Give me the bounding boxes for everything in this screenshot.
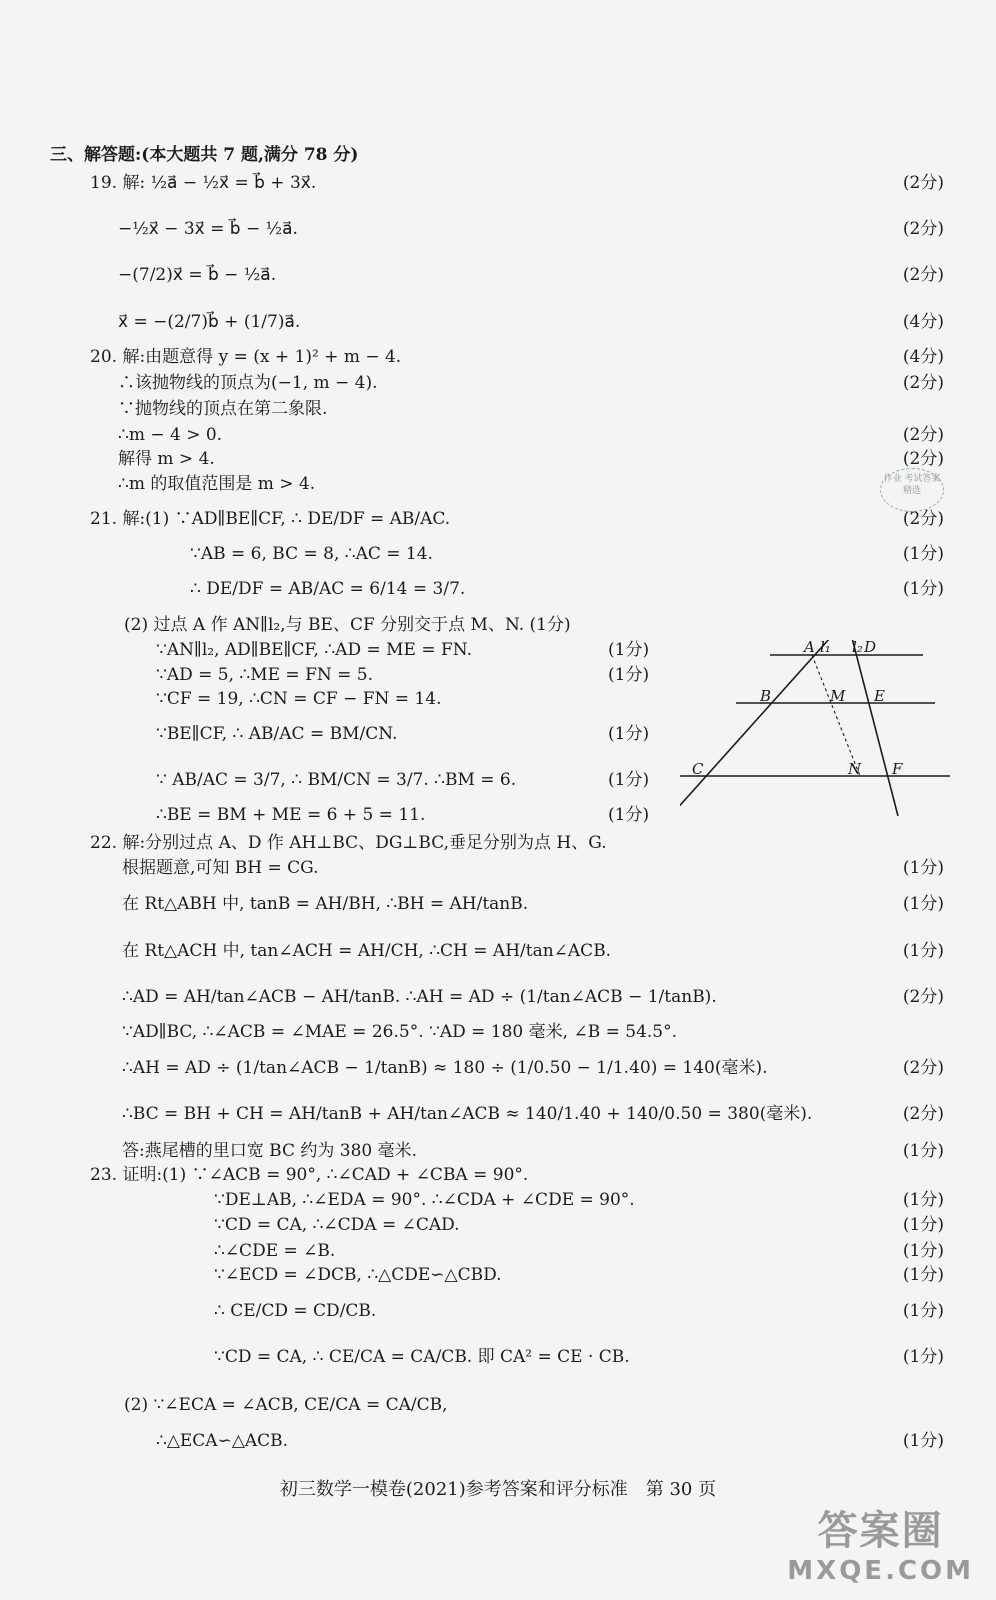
- q21-score-1: (2分): [902, 509, 944, 529]
- watermark-top: 答案圈: [817, 1508, 944, 1554]
- q23-line-9: ∴△ECA∽△ACB.: [156, 1431, 289, 1451]
- q19-score-4: (4分): [902, 312, 944, 332]
- q21-score-8: (1分): [608, 724, 650, 744]
- q20-score-5: (2分): [902, 449, 944, 469]
- q19-line-3: −(7/2)x⃗ = b⃗ − ½a⃗.: [118, 265, 277, 285]
- q23-line-8: (2) ∵∠ECA = ∠ACB, CE/CA = CA/CB,: [124, 1395, 448, 1415]
- q23-line-5: ∵∠ECD = ∠DCB, ∴△CDE∽△CBD.: [214, 1265, 502, 1285]
- q21-score-9: (1分): [608, 770, 650, 790]
- watermark-bottom: MXQE.COM: [787, 1556, 974, 1586]
- q22-score-3: (1分): [902, 894, 944, 914]
- q22-line-2: 根据题意,可知 BH = CG.: [122, 858, 319, 878]
- q22-score-7: (2分): [902, 1058, 944, 1078]
- label-l2: l₂: [852, 640, 863, 656]
- q22-line-8: ∴BC = BH + CH = AH/tanB + AH/tan∠ACB ≈ 140/1.40 + 140/0.50 = 380(毫米).: [122, 1104, 813, 1124]
- q23-score-7: (1分): [902, 1347, 944, 1367]
- q19-line-4: x⃗ = −(2/7)b⃗ + (1/7)a⃗.: [118, 312, 301, 332]
- q23-line-7: ∵CD = CA, ∴ CE/CA = CA/CB. 即 CA² = CE · CB.: [214, 1347, 630, 1367]
- q22-line-6: ∵AD∥BC, ∴∠ACB = ∠MAE = 26.5°. ∵AD = 180 毫米, ∠B = 54.5°.: [122, 1022, 678, 1042]
- q22-line-5: ∴AD = AH/tan∠ACB − AH/tanB. ∴AH = AD ÷ (1/tan∠ACB − 1/tanB).: [122, 987, 717, 1007]
- line-l1: [680, 640, 830, 812]
- q22-score-2: (1分): [902, 858, 944, 878]
- q21-score-6: (1分): [608, 665, 650, 685]
- q23-line-4: ∴∠CDE = ∠B.: [214, 1241, 336, 1261]
- q23-line-1: 23. 证明:(1) ∵∠ACB = 90°, ∴∠CAD + ∠CBA = 90°.: [90, 1165, 529, 1185]
- q19-score-3: (2分): [902, 265, 944, 285]
- label-l1: l₁: [820, 640, 831, 656]
- label-d: D: [864, 640, 877, 656]
- q21-line-10: ∴BE = BM + ME = 6 + 5 = 11.: [156, 805, 426, 825]
- label-n: N: [848, 760, 862, 778]
- q22-score-5: (2分): [902, 987, 944, 1007]
- q22-score-4: (1分): [902, 941, 944, 961]
- watermark-logo: [787, 1499, 974, 1586]
- q21-score-3: (1分): [902, 579, 944, 599]
- q20-line-3: ∵抛物线的顶点在第二象限.: [118, 399, 328, 419]
- parallel-lines-figure: [680, 640, 950, 820]
- q21-line-6: ∵AD = 5, ∴ME = FN = 5.: [156, 665, 374, 685]
- q22-score-9: (1分): [902, 1141, 944, 1161]
- q23-score-3: (1分): [902, 1215, 944, 1235]
- q21-line-7: ∵CF = 19, ∴CN = CF − FN = 14.: [156, 689, 442, 709]
- q22-line-9: 答:燕尾槽的里口宽 BC 约为 380 毫米.: [122, 1141, 418, 1161]
- q19-line-2: −½x⃗ − 3x⃗ = b⃗ − ½a⃗.: [118, 219, 298, 239]
- q21-line-8: ∵BE∥CF, ∴ AB/AC = BM/CN.: [156, 724, 398, 744]
- q23-score-4: (1分): [902, 1241, 944, 1261]
- q20-score-1: (4分): [902, 347, 944, 367]
- q21-line-2: ∵AB = 6, BC = 8, ∴AC = 14.: [190, 544, 433, 564]
- q19-score-1: (2分): [902, 173, 944, 193]
- label-m: M: [830, 687, 846, 705]
- q22-line-4: 在 Rt△ACH 中, tan∠ACH = AH/CH, ∴CH = AH/tan∠ACB.: [122, 941, 612, 961]
- label-f: F: [892, 760, 903, 778]
- section-title: 三、解答题:(本大题共 7 题,满分 78 分): [50, 145, 359, 165]
- page-footer: 初三数学一模卷(2021)参考答案和评分标准 第 30 页: [279, 1479, 717, 1500]
- school-stamp: 作业 考试答案 精选: [880, 468, 944, 512]
- q22-score-8: (2分): [902, 1104, 944, 1124]
- q23-line-3: ∵CD = CA, ∴∠CDA = ∠CAD.: [214, 1215, 460, 1235]
- q22-line-1: 22. 解:分别过点 A、D 作 AH⊥BC、DG⊥BC,垂足分别为点 H、G.: [90, 833, 607, 853]
- q21-line-9: ∵ AB/AC = 3/7, ∴ BM/CN = 3/7. ∴BM = 6.: [156, 770, 517, 790]
- label-b: B: [760, 687, 772, 705]
- q20-line-4: ∴m − 4 > 0.: [118, 425, 223, 445]
- q20-line-5: 解得 m > 4.: [118, 449, 215, 469]
- q23-line-6: ∴ CE/CD = CD/CB.: [214, 1301, 377, 1321]
- q23-score-2: (1分): [902, 1190, 944, 1210]
- line-l2: [852, 640, 898, 816]
- q19-score-2: (2分): [902, 219, 944, 239]
- q21-line-5: ∵AN∥l₂, AD∥BE∥CF, ∴AD = ME = FN.: [156, 640, 472, 660]
- label-a: A: [804, 640, 815, 656]
- q22-line-3: 在 Rt△ABH 中, tanB = AH/BH, ∴BH = AH/tanB.: [122, 894, 529, 914]
- q20-score-2: (2分): [902, 373, 944, 393]
- q20-line-6: ∴m 的取值范围是 m > 4.: [118, 474, 316, 494]
- q21-line-1: 21. 解:(1) ∵AD∥BE∥CF, ∴ DE/DF = AB/AC.: [90, 509, 451, 529]
- line-an-dashed: [812, 655, 860, 776]
- q20-score-4: (2分): [902, 425, 944, 445]
- q20-line-2: ∴该抛物线的顶点为(−1, m − 4).: [118, 373, 378, 393]
- q19-line-1: 19. 解: ½a⃗ − ½x⃗ = b⃗ + 3x⃗.: [90, 173, 317, 193]
- label-c: C: [692, 760, 704, 778]
- q21-line-4: (2) 过点 A 作 AN∥l₂,与 BE、CF 分别交于点 M、N. (1分): [124, 615, 571, 635]
- q23-score-5: (1分): [902, 1265, 944, 1285]
- q21-score-5: (1分): [608, 640, 650, 660]
- q21-line-3: ∴ DE/DF = AB/AC = 6/14 = 3/7.: [190, 579, 466, 599]
- q23-score-9: (1分): [902, 1431, 944, 1451]
- q21-score-10: (1分): [608, 805, 650, 825]
- q23-line-2: ∵DE⊥AB, ∴∠EDA = 90°. ∴∠CDA + ∠CDE = 90°.: [214, 1190, 635, 1210]
- label-e: E: [874, 687, 885, 705]
- q22-line-7: ∴AH = AD ÷ (1/tan∠ACB − 1/tanB) ≈ 180 ÷ (1/0.50 − 1/1.40) = 140(毫米).: [122, 1058, 768, 1078]
- q20-line-1: 20. 解:由题意得 y = (x + 1)² + m − 4.: [90, 347, 402, 367]
- q23-score-6: (1分): [902, 1301, 944, 1321]
- q21-score-2: (1分): [902, 544, 944, 564]
